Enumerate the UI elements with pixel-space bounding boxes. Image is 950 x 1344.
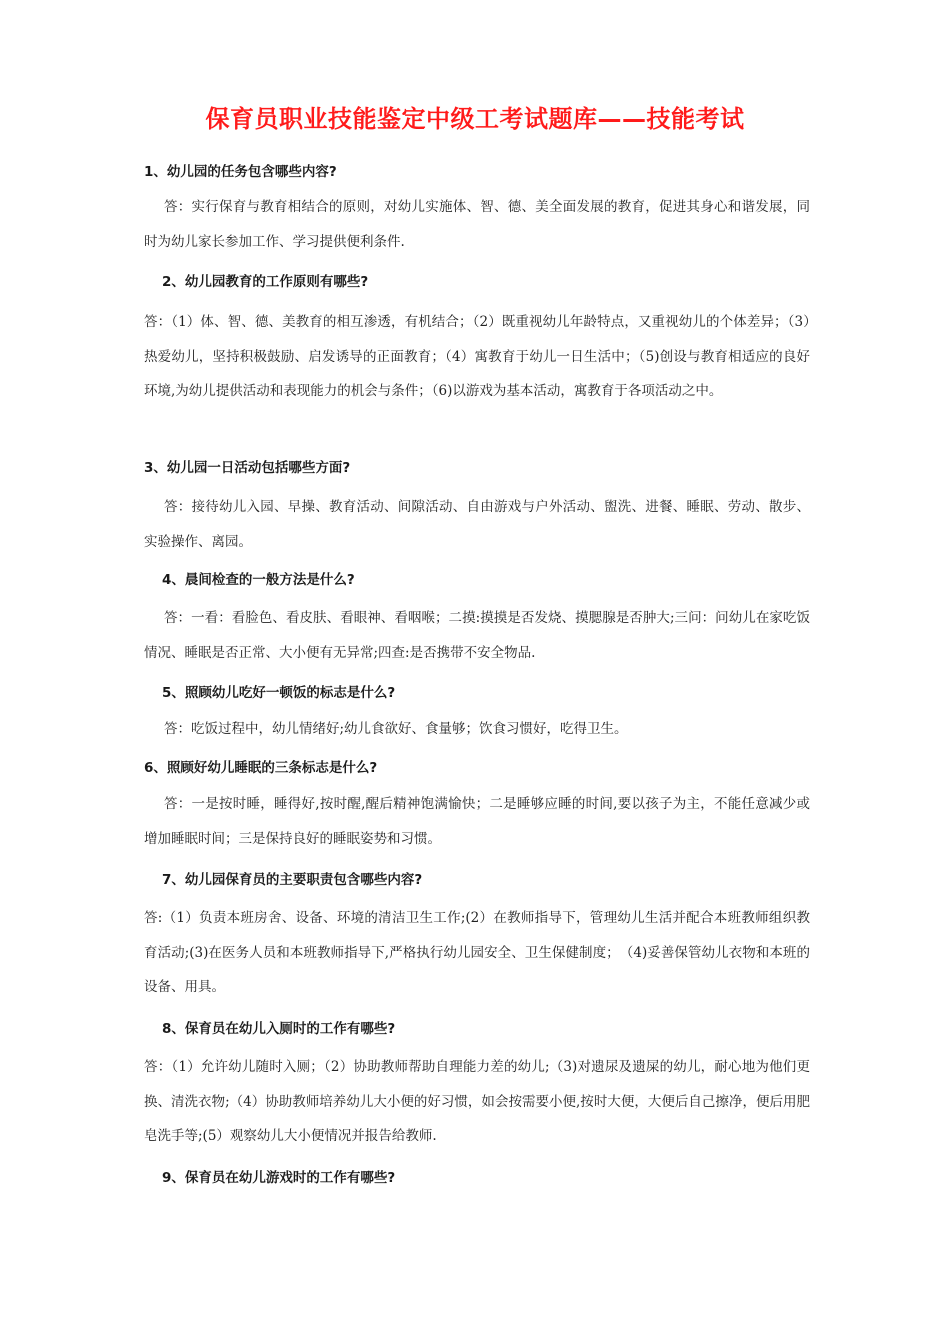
answer-8: 答：（1）允许幼儿随时入厕；（2）协助教师帮助自理能力差的幼儿;（3)对遗尿及遗屎的幼儿，耐心地为他们更换、清洗衣物;（4）协助教师培养幼儿大小便的好习惯，如会按需要小便,按时大便，大便后自己擦净，便后用肥皂洗手等;(5）观察幼儿大小便情况并报告给教师. — [144, 1059, 810, 1144]
answer-1: 答：实行保育与教育相结合的原则，对幼儿实施体、智、德、美全面发展的教育，促进其身心和谐发展，同时为幼儿家长参加工作、学习提供便利条件. — [144, 199, 810, 250]
question-3: 3、幼儿园一日活动包括哪些方面? — [144, 460, 351, 476]
answer-6: 答：一是按时睡，睡得好,按时醒,醒后精神饱满愉快；二是睡够应睡的时间,要以孩子为主，不能任意减少或增加睡眠时间；三是保持良好的睡眠姿势和习惯。 — [144, 796, 810, 847]
question-4: 4、晨间检查的一般方法是什么? — [162, 572, 355, 588]
question-5: 5、照顾幼儿吃好一顿饭的标志是什么? — [162, 685, 396, 701]
answer-4: 答：一看：看脸色、看皮肤、看眼神、看咽喉；二摸:摸摸是否发烧、摸腮腺是否肿大;三问：问幼儿在家吃饭情况、睡眠是否正常、大小便有无异常;四查:是否携带不安全物品. — [144, 610, 810, 661]
answer-3: 答：接待幼儿入园、早操、教育活动、间隙活动、自由游戏与户外活动、盥洗、进餐、睡眠、劳动、散步、实验操作、离园。 — [144, 499, 810, 550]
question-1: 1、幼儿园的任务包含哪些内容? — [144, 164, 337, 180]
question-7: 7、幼儿园保育员的主要职责包含哪些内容? — [162, 872, 423, 888]
answer-7: 答:（1）负责本班房舍、设备、环境的清洁卫生工作;(2）在教师指导下，管理幼儿生活并配合本班教师组织教育活动;(3)在医务人员和本班教师指导下,严格执行幼儿园安全、卫生保健制度； （4)妥善保管幼儿衣物和本班的设备、用具。 — [144, 910, 810, 995]
question-8: 8、保育员在幼儿入厕时的工作有哪些? — [162, 1021, 396, 1037]
question-9: 9、保育员在幼儿游戏时的工作有哪些? — [162, 1170, 396, 1186]
answer-5: 答：吃饭过程中，幼儿情绪好;幼儿食欲好、食量够；饮食习惯好，吃得卫生。 — [164, 721, 628, 737]
document-title: 保育员职业技能鉴定中级工考试题库——技能考试 — [205, 105, 745, 133]
question-2: 2、幼儿园教育的工作原则有哪些? — [162, 274, 369, 290]
question-6: 6、照顾好幼儿睡眠的三条标志是什么? — [144, 760, 378, 776]
answer-2: 答：（1）体、智、德、美教育的相互渗透，有机结合；（2）既重视幼儿年龄特点，又重视幼儿的个体差异；（3）热爱幼儿，坚持积极鼓励、启发诱导的正面教育；（4）寓教育于幼儿一日生活中；（5)创设与教育相适应的良好环境,为幼儿提供活动和表现能力的机会与条件；（6)以游戏为基本活动，寓教育于各项活动之中。 — [144, 314, 810, 399]
